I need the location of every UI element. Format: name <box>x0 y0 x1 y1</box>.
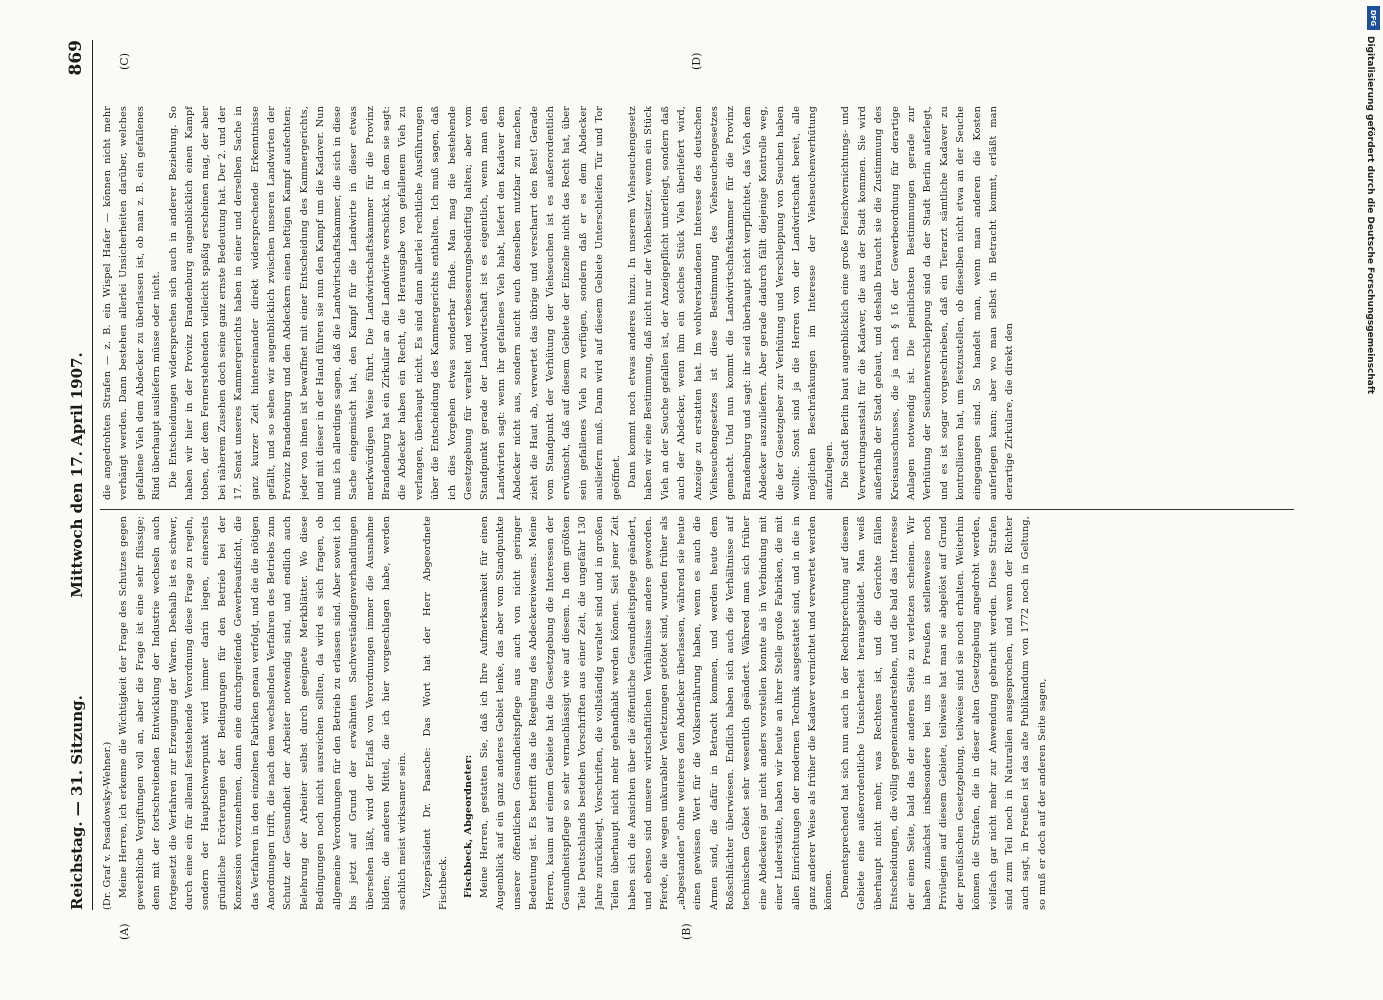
margin-letter-c: (C) <box>118 53 131 70</box>
paragraph: Die Entscheidungen widersprechen sich auch in anderer Beziehung. So haben wir hier in der Provinz Brandenburg augenblicklich einen Kampf toben, der dem Fernerstehenden vielleicht spaßig erscheinen mag, der aber bei näherem Zusehen doch seine ganz ernste Bedeutung hat. Der 2. und der 17. Senat unseres Kammergerichts haben in einer und derselben Sache in ganz kurzer Zeit hintereinander direkt widersprechende Erkenntnisse gefällt, und so sehen wir augenblicklich zwischen unseren Landwirten der Provinz Brandenburg und den Abdeckern einen heftigen Kampf ausfechten; jeder von ihnen ist bewaffnet mit einer Entscheidung des Kammergerichts, und mit dieser in der Hand führen sie nun den Kampf um die Kadaver. Nun muß ich allerdings sagen, daß die Landwirtschaftskammer, die sich in diese Sache eingemischt hat, den Kampf für die Landwirte in dieser etwas merkwürdigen Weise führt. Die Landwirtschaftskammer für die Provinz Brandenburg hat ein Zirkular an die Landwirte verschickt, in dem sie sagt: die Abdecker haben ein Recht, die Herausgabe von gefallenem Vieh zu verlangen, überhaupt nicht. Es sind dann allerlei rechtliche Ausführungen über die Entscheidung des Kammergerichts enthalten. Ich muß sagen, daß ich dies Vorgehen etwas sonderbar finde. Man mag die bestehende Gesetzgebung für veraltet und verbesserungsbedürftig halten; aber vom Standpunkt gerade der Landwirtschaft ist es eigentlich, wenn man den Landwirten sagt: wenn ihr gefallenes Vieh habt, liefert den Kadaver dem Abdecker nicht aus, sondern sucht euch denselben nutzbar zu machen, zieht die Haut ab, verwertet das übrige und verscharrt den Rest! Gerade vom Standpunkt der Verhütung der Viehseuchen ist es außerordentlich erwünscht, daß auf diesem Gebiete der Einzelne nicht das Recht hat, über sein gefallenes Vieh zu verfügen, sondern daß er es dem Abdecker ausliefern muß. Dann wird auf diesem Gebiete Unterschleifen Tür und Tor geöffnet. <box>167 106 622 500</box>
paragraph: die angedrohten Strafen — z. B. ein Wispel Hafer — können nicht mehr verhängt werden. Dann bestehen allerlei Unsicherheiten darüber, welches gefallene Vieh dem Abdecker zu überlassen ist, ob man z. B. ein gefallenes Rind überhaupt ausliefern müsse oder nicht. <box>102 106 163 500</box>
paragraph: Meine Herren, ich erkenne die Wichtigkeit der Frage des Schutzes gegen gewerbliche Vergiftungen voll an, aber die Frage ist eine sehr flüssige; denn mit der fortschreitenden Entwicklung der Industrie wechseln auch fortgesetzt die Verfahren zur Erzeugung der Waren. Deshalb ist es schwer, durch eine ein für allemal feststehende Verordnung diese Frage zu regeln, sondern der Hauptschwerpunkt wird immer darin liegen, einerseits gründliche Erörterungen der Bedingungen für den Betrieb bei der Konzession vorzunehmen, dann eine durchgreifende Gewerbeaufsicht, die das Verfahren in den einzelnen Fabriken genau verfolgt, und die die nötigen Anordnungen trifft, die nach dem wechselnden Verfahren des Betriebs zum Schutz der Gesundheit der Arbeiter notwendig sind, und endlich auch Belehrung der Arbeiter selbst durch geeignete Merkblätter. Wo diese Bedingungen noch nicht ausreichen sollten, da wird es sich fragen, ob allgemeine Verordnungen für den Betrieb zu erlassen sind. Aber soweit ich bis jetzt auf Grund der erwähnten Sachverständigenverhandlungen übersehen läßt, wird der Erlaß von Verordnungen immer die Ausnahme bilden; die anderen Mittel, die ich hier vorgeschlagen habe, werden sachlich meist wirksamer sein. <box>118 516 409 910</box>
digitization-credit <box>1365 36 1379 676</box>
header-session: Reichstag. — 31. Sitzung. <box>68 695 86 910</box>
credit-text: Digitalisierung gefördert durch die Deutsche Forschungsgemeinschaft <box>1365 36 1375 395</box>
paragraph: Die Stadt Berlin baut augenblicklich eine große Fleischvernichtungs- und Verwertungsanstalt für die Kadaver, die aus der Stadt kommen. Sie wird außerhalb der Stadt gebaut, und deshalb braucht sie die Zustimmung des Kreisausschusses, die ja nach § 16 der Gewerbeordnung für derartige Anlagen notwendig ist. Die peinlichsten Bestimmungen gerade zur Verhütung der Seuchenverschleppung sind da der Stadt Berlin auferlegt, und es ist sogar vorgeschrieben, daß ein Tierarzt sämtliche Kadaver zu kontrollieren hat, um festzustellen, ob dieselben nicht etwa an der Seuche eingegangen sind. So handelt man, wenn man anderen die Kosten auferlegen kann; aber wo man selbst in Betracht kommt, erläßt man derartige Zirkulare, die direkt den <box>840 106 1016 500</box>
speaker-intro: (Dr. Graf v. Posadowsky-Wehner.) <box>102 741 113 910</box>
text-columns <box>100 40 1294 910</box>
running-head <box>66 40 93 910</box>
paragraph: Meine Herren, gestatten Sie, daß ich Ihre Aufmerksamkeit für einen Augenblick auf ein ganz anderes Gebiet lenke, das aber vom Standpunkte unserer öffentlichen Gesundheitspflege aus auch von nicht geringer Bedeutung ist. Es betrifft das die Regelung des Abdeckereiwesens. Meine Herren, kaum auf einem Gebiete hat die Gesetzgebung die Interessen der Gesundheitspflege so sehr vernachlässigt wie auf diesem. In dem größten Teile Deutschlands bestehen Vorschriften aus einer Zeit, die ungefähr 130 Jahre zurückliegt, Vorschriften, die vollständig veraltet sind und in großen Teilen überhaupt nicht mehr gehandhabt werden können. Seit jener Zeit haben sich die Ansichten über die öffentliche Gesundheitspflege geändert, und ebenso sind unsere wirtschaftlichen Verhältnisse andere geworden. Pferde, die wegen unkurabler Verletzungen getötet sind, wurden früher als „abgestanden“ ohne weiteres dem Abdecker überlassen, während sie heute einen gewissen Wert für die Volksernährung haben, wenn es auch die Armen sind, die dafür in Betracht kommen, und werden heute dem Roßschlächter überwiesen. Endlich haben sich auch die Verhältnisse auf technischem Gebiet sehr wesentlich geändert. Während man sich früher eine Abdeckerei gar nicht anders vorstellen konnte als in Verbindung mit einer Luderstätte, haben wir heute an ihrer Stelle große Fabriken, die mit allen Einrichtungen der modernen Technik ausgestattet sind, und in die in ganz anderer Weise als früher die Kadaver vernichtet und verwertet werden können. <box>478 516 835 910</box>
paragraph: Dementsprechend hat sich nun auch in der Rechtsprechung auf diesem Gebiete eine außerordentliche Unsicherheit herausgebildet. Man weiß überhaupt nicht mehr, was Rechtens ist, und die Gerichte fällen Entscheidungen, die völlig gegeneinanderstehen, und die bald das Interesse der einen Seite, bald das der anderen Seite zu verletzen scheinen. Wir haben zunächst insbesondere bei uns in Preußen stellenweise noch Privilegien auf diesem Gebiete, teilweise hat man sie abgelöst auf Grund der preußischen Gesetzgebung, teilweise sind sie noch erhalten. Weiterhin können die Strafen, die in dieser alten Gesetzgebung angedroht werden, vielfach gar nicht mehr zur Anwendung gebracht werden. Diese Strafen sind zum Teil noch in Naturalien ausgesprochen, und wenn der Richter auch sagt, in Preußen ist das alte Publikandum von 1772 noch in Geltung, so muß er doch auf der anderen Seite sagen, <box>839 516 1048 910</box>
page-number: 869 <box>66 40 86 76</box>
dfg-logo-text: DFG <box>1369 9 1378 27</box>
column-divider <box>100 509 1294 510</box>
chair-line: Vizepräsident Dr. Paasche: Das Wort hat der Herr Abgeordnete Fischbeck. <box>421 516 450 910</box>
right-column <box>100 106 1294 500</box>
second-speaker: Fischbeck, Abgeordneter: <box>462 754 474 898</box>
margin-letter-d: (D) <box>690 52 703 70</box>
left-column <box>100 516 1294 910</box>
paragraph: Dann kommt noch etwas anderes hinzu. In unserem Viehseuchengesetz haben wir eine Bestimmung, daß nicht nur der Viehbesitzer, wenn ein Stück Vieh an der Seuche gefallen ist, der Anzeigepflicht unterliegt, sondern daß auch der Abdecker, wenn ihm ein solches Stück Vieh überliefert wird, Anzeige zu erstatten hat. Im wohlverstandenen Interesse des deutschen Viehseuchengesetzes ist diese Bestimmung des Viehseuchengesetzes gemacht. Und nun kommt die Landwirtschaftskammer für die Provinz Brandenburg und sagt: ihr seid überhaupt nicht verpflichtet, das Vieh dem Abdecker auszuliefern. Aber gerade dadurch fällt diejenige Kontrolle weg, die der Gesetzgeber zur Verhütung und Verschleppung von Seuchen haben wollte. Sonst sind ja die Herren von der Landwirtschaft bereit, alle möglichen Beschränkungen im Interesse der Viehseuchenverhütung aufzulegen. <box>627 106 835 500</box>
margin-letter-a: (A) <box>118 923 131 940</box>
header-date: Mittwoch den 17. April 1907. <box>68 352 86 598</box>
dfg-logo <box>1367 6 1380 30</box>
margin-letter-b: (B) <box>680 923 693 940</box>
